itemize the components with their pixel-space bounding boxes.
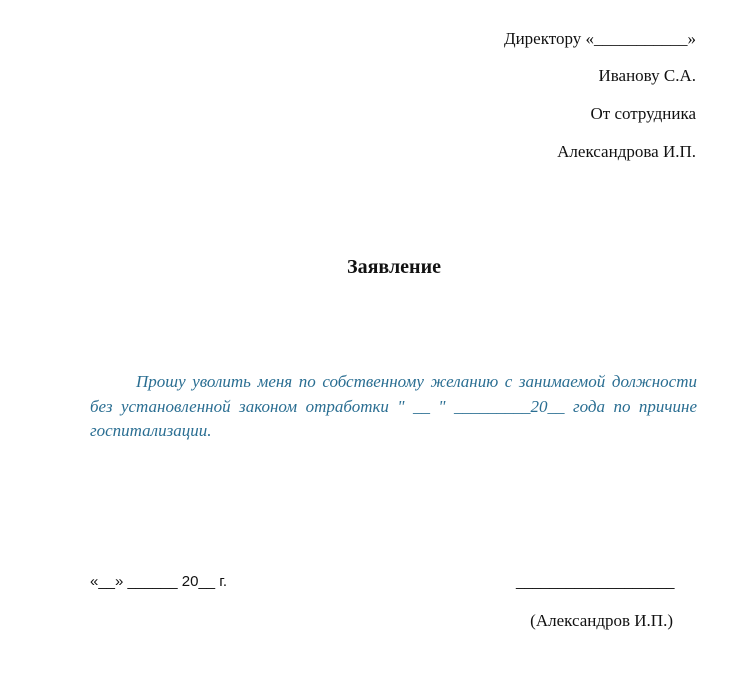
document-title: Заявление <box>347 256 441 278</box>
signature-name: (Александров И.П.) <box>530 611 673 630</box>
addressee-name: Иванову С.А. <box>598 66 696 85</box>
addressee-director-line: Директору «___________» <box>503 29 696 48</box>
sender-label: От сотрудника <box>590 104 696 123</box>
signature-line: ___________________ <box>516 573 675 590</box>
date-placeholder: «__» ______ 20__ г. <box>90 573 228 590</box>
sender-name: Александрова И.П. <box>557 142 696 161</box>
application-body-text: Прошу уволить меня по собственному желанию с занимаемой должности без установленной законом отработки " __ " _________20__ года по причине госпитализации. <box>90 372 697 440</box>
